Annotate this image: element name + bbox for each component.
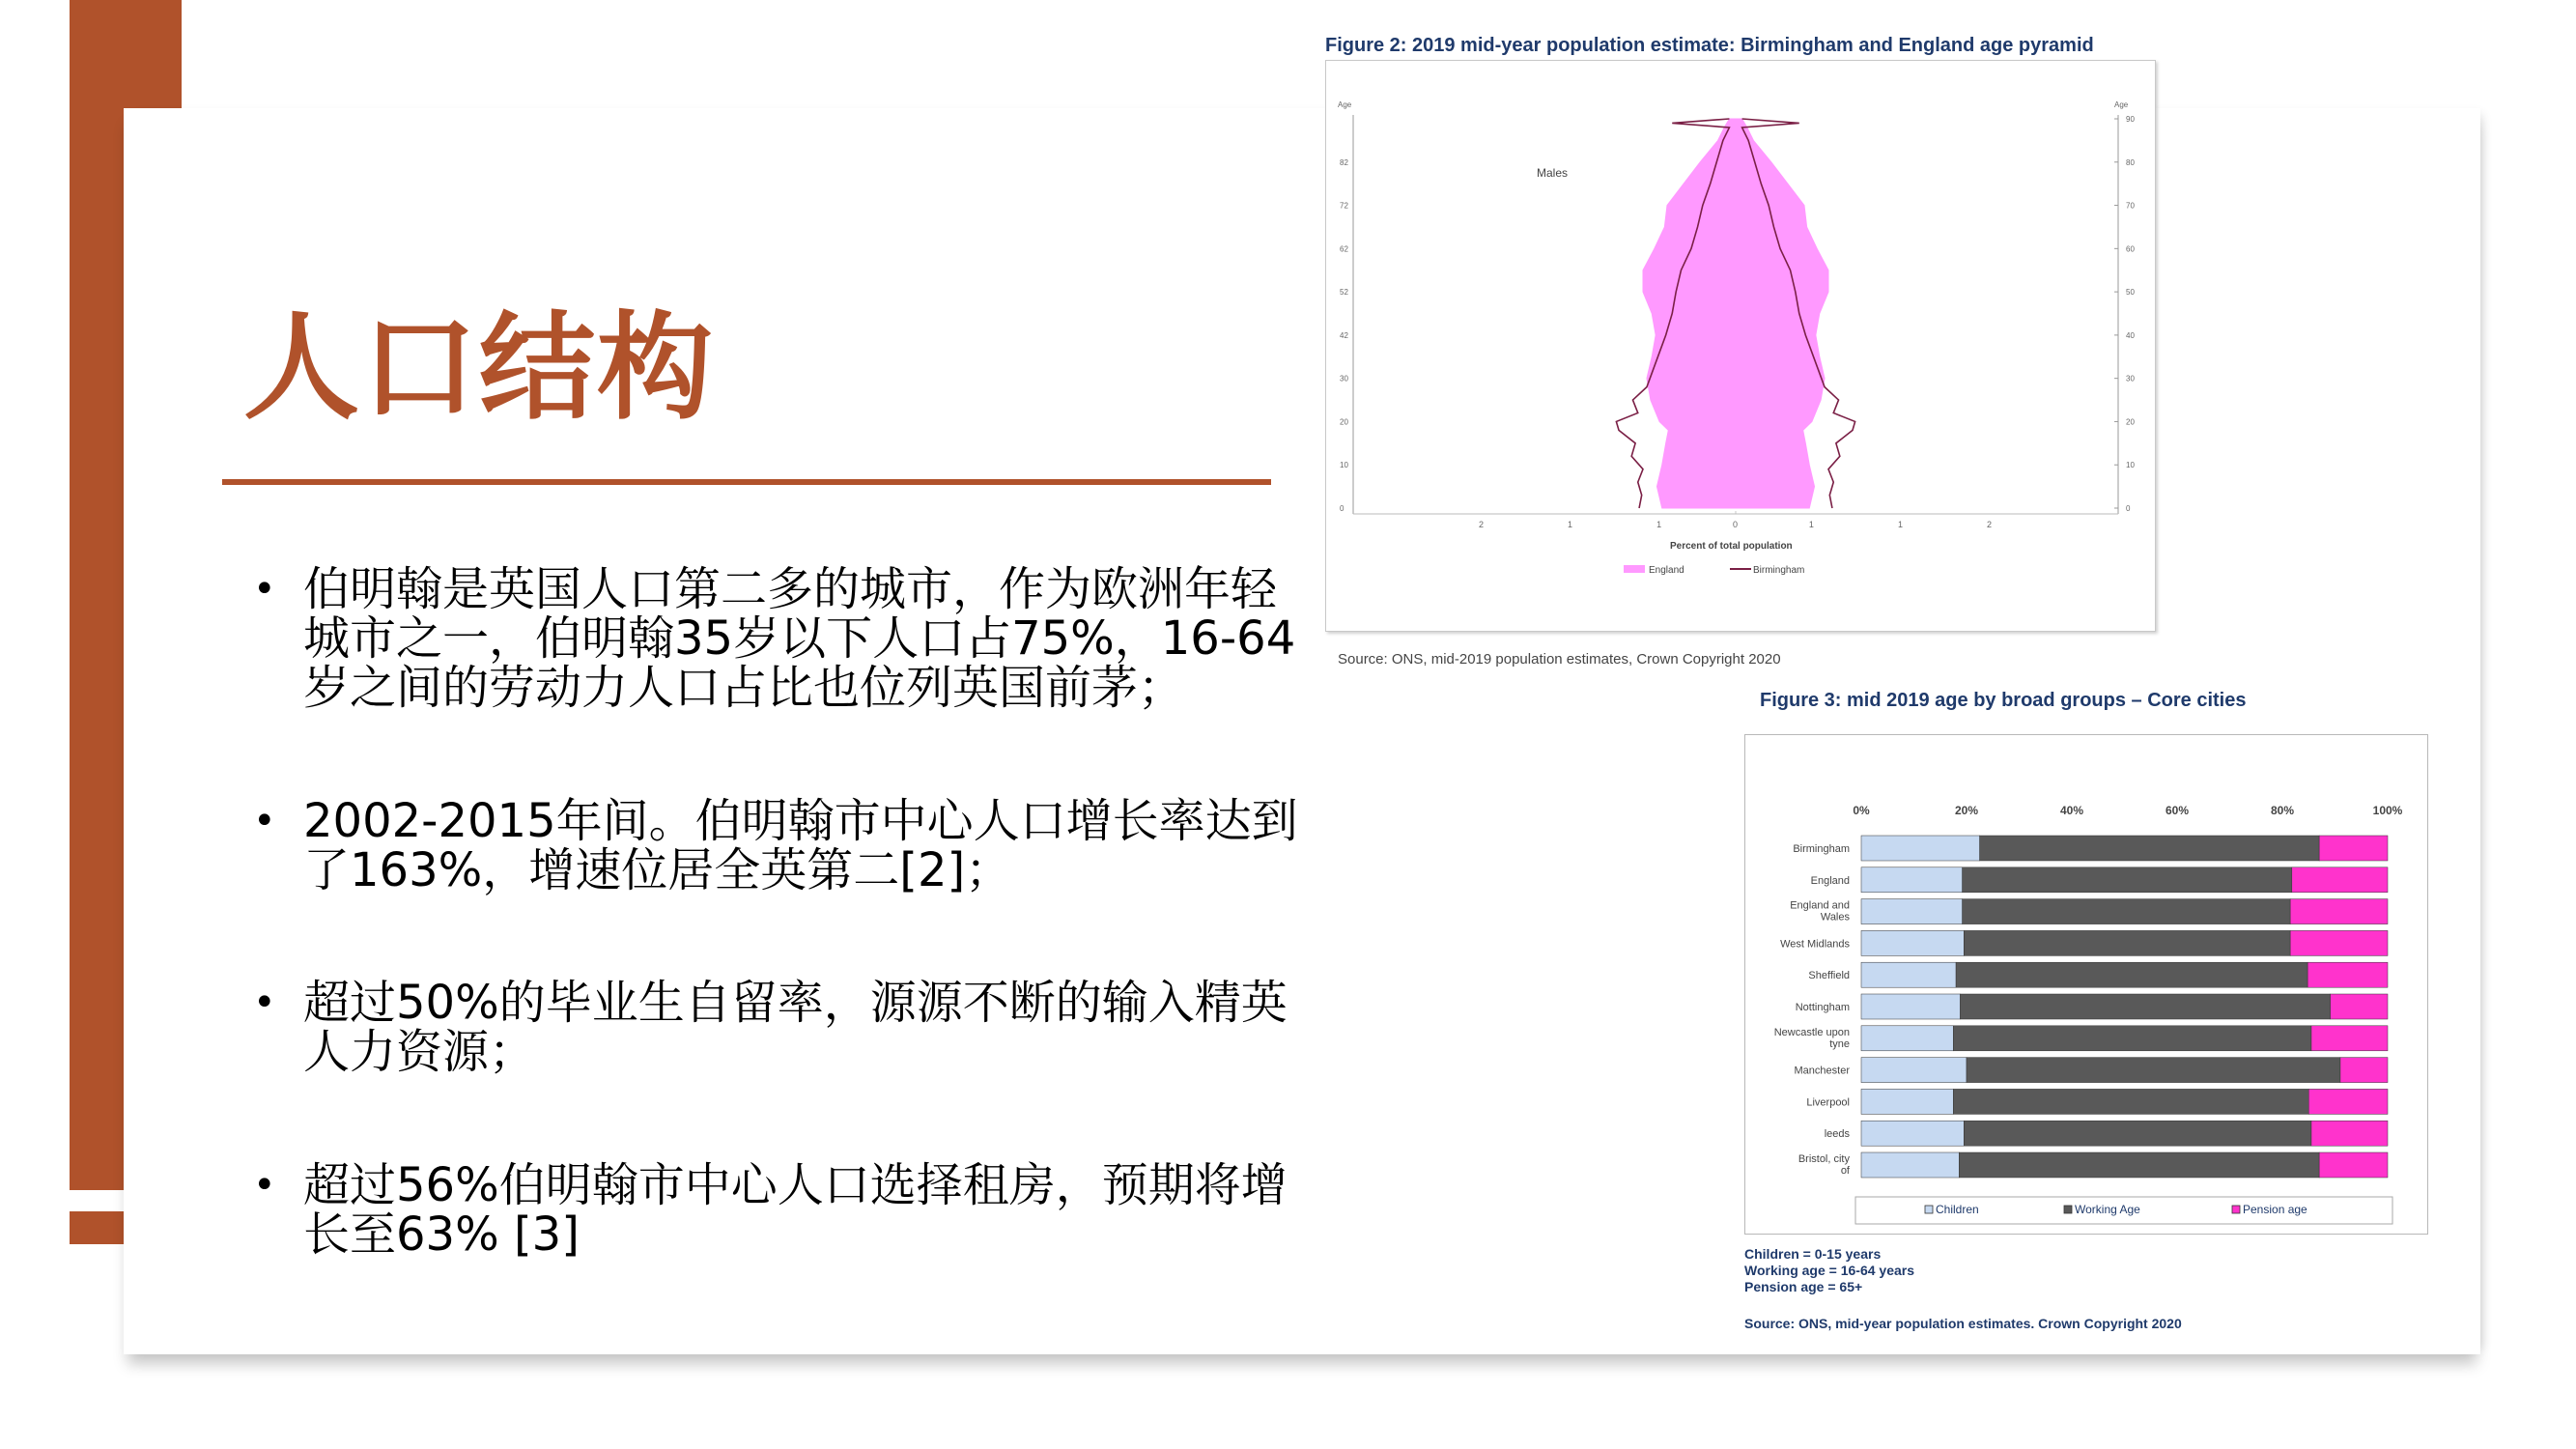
- x-tick-label: 1: [1808, 520, 1814, 529]
- legend-children-label: Children: [1936, 1203, 1979, 1216]
- bar-children: [1861, 1121, 1964, 1146]
- category-label: Liverpool: [1806, 1096, 1850, 1109]
- england-area: [1643, 119, 1828, 508]
- category-label: England: [1810, 874, 1850, 887]
- figure3-source: Source: ONS, mid-year population estimates. Crown Copyright 2020: [1744, 1316, 2182, 1331]
- bar-pension-age: [2331, 994, 2388, 1019]
- legend-label-birmingham: Birmingham: [1753, 565, 1805, 576]
- x-tick-label: 100%: [2372, 804, 2403, 817]
- bar-working-age: [1963, 899, 2291, 924]
- right-tick-label: 70: [2126, 201, 2135, 211]
- figure3-title: Figure 3: mid 2019 age by broad groups – Core cities: [1760, 690, 2247, 711]
- right-tick-label: 0: [2126, 504, 2131, 513]
- legend-children-swatch: [1925, 1206, 1933, 1213]
- left-tick-label: 62: [1340, 244, 1348, 254]
- bar-pension-age: [2311, 1026, 2388, 1051]
- bullet-item: • 2002-2015年间。伯明翰市中心人口增长率达到了163%，增速位居全英第二[2]；: [253, 797, 1308, 895]
- right-tick-label: 50: [2126, 288, 2135, 298]
- x-tick-label: 0%: [1853, 804, 1870, 817]
- bar-children: [1861, 1058, 1967, 1083]
- decorative-bar-bottom: [70, 1211, 124, 1244]
- left-tick-label: 10: [1340, 461, 1348, 470]
- bar-pension-age: [2290, 930, 2388, 955]
- category-label: of: [1840, 1165, 1850, 1177]
- legend-label-england: England: [1649, 565, 1684, 576]
- bar-pension-age: [2308, 1089, 2388, 1114]
- category-label: West Midlands: [1780, 938, 1850, 951]
- bar-working-age: [1967, 1058, 2340, 1083]
- title-underline: [222, 479, 1271, 485]
- right-tick-label: 80: [2126, 157, 2135, 167]
- left-tick-label: 82: [1340, 157, 1348, 167]
- right-tick-label: 30: [2126, 374, 2135, 384]
- england-area-polygon: [1643, 119, 1828, 508]
- age-groups-chart: [1744, 734, 2428, 1235]
- left-tick-label: 52: [1340, 288, 1348, 298]
- legend-working-age-label: Working Age: [2075, 1203, 2140, 1216]
- bar-children: [1861, 994, 1960, 1019]
- bar-pension-age: [2311, 1121, 2388, 1146]
- bar-children: [1861, 1026, 1953, 1051]
- bar-working-age: [1963, 867, 2292, 893]
- bar-children: [1861, 1089, 1953, 1114]
- bar-working-age: [1959, 1152, 2319, 1178]
- age-pyramid-svg: [1326, 61, 2155, 631]
- note-working-age: Working age = 16-64 years: [1744, 1263, 1914, 1278]
- category-label: Sheffield: [1808, 970, 1850, 982]
- right-tick-label: 40: [2126, 330, 2135, 340]
- left-tick-label: 72: [1340, 201, 1348, 211]
- bar-pension-age: [2319, 836, 2388, 861]
- bar-working-age: [1980, 836, 2320, 861]
- x-tick-label: 80%: [2270, 804, 2295, 817]
- category-label: Bristol, city: [1798, 1153, 1850, 1165]
- x-tick-label: 2: [1479, 520, 1485, 529]
- x-tick-label: 60%: [2165, 804, 2190, 817]
- category-label: Wales: [1820, 911, 1850, 923]
- left-tick-label: 30: [1340, 374, 1348, 384]
- bullet-item: • 伯明翰是英国人口第二多的城市，作为欧洲年轻城市之一，伯明翰35岁以下人口占75%，16-64岁之间的劳动力人口占比也位列英国前茅；: [253, 565, 1308, 713]
- x-tick-label: 0: [1733, 520, 1739, 529]
- bar-children: [1861, 899, 1963, 924]
- bar-working-age: [1964, 1121, 2311, 1146]
- figure2-source: Source: ONS, mid-2019 population estimates, Crown Copyright 2020: [1338, 651, 1781, 668]
- x-tick-label: 1: [1656, 520, 1662, 529]
- age-pyramid-chart: [1325, 60, 2156, 632]
- x-tick-label: 1: [1897, 520, 1903, 529]
- category-label: Newcastle upon: [1773, 1026, 1850, 1038]
- left-tick-label: 20: [1340, 417, 1348, 427]
- legend-pension-age-label: Pension age: [2243, 1203, 2307, 1216]
- note-pension-age: Pension age = 65+: [1744, 1279, 1863, 1294]
- bullet-item: • 超过50%的毕业生自留率，源源不断的输入精英人力资源；: [253, 979, 1308, 1077]
- decorative-bar-side: [70, 0, 124, 1190]
- right-tick-label: 20: [2126, 417, 2135, 427]
- category-label: Nottingham: [1795, 1002, 1850, 1013]
- right-tick-label: 60: [2126, 244, 2135, 254]
- x-tick-label: 20%: [1954, 804, 1979, 817]
- bar-children: [1861, 930, 1964, 955]
- bar-children: [1861, 836, 1980, 861]
- bar-working-age: [1953, 1089, 2308, 1114]
- bar-pension-age: [2319, 1152, 2388, 1178]
- category-label: England and: [1790, 899, 1850, 912]
- bar-working-age: [1956, 962, 2307, 987]
- category-label: tyne: [1829, 1037, 1850, 1050]
- bar-working-age: [1953, 1026, 2311, 1051]
- bar-pension-age: [2340, 1058, 2388, 1083]
- x-tick-label: 2: [1987, 520, 1993, 529]
- x-tick-label: 40%: [2059, 804, 2084, 817]
- males-label: Males: [1537, 166, 1569, 180]
- category-label: Manchester: [1794, 1065, 1850, 1077]
- x-tick-label: 1: [1568, 520, 1573, 529]
- x-axis-title: Percent of total population: [1670, 541, 1793, 552]
- category-label: Birmingham: [1793, 843, 1850, 855]
- legend-swatch-england: [1624, 565, 1645, 573]
- bar-working-age: [1964, 930, 2290, 955]
- left-tick-label: 0: [1340, 504, 1345, 513]
- note-children: Children = 0-15 years: [1744, 1246, 1882, 1262]
- bar-children: [1861, 867, 1963, 893]
- right-tick-label: 10: [2126, 461, 2135, 470]
- bar-children: [1861, 1152, 1959, 1178]
- legend-working-age-swatch: [2064, 1206, 2072, 1213]
- right-tick-label: 90: [2126, 115, 2135, 124]
- bar-pension-age: [2290, 899, 2388, 924]
- bar-pension-age: [2292, 867, 2388, 893]
- bar-working-age: [1960, 994, 2330, 1019]
- legend-pension-age-swatch: [2232, 1206, 2240, 1213]
- left-axis-title: Age: [1338, 100, 1352, 109]
- category-label: leeds: [1824, 1128, 1850, 1141]
- slide-title: 人口结构: [243, 301, 715, 436]
- left-tick-label: 42: [1340, 330, 1348, 340]
- bar-pension-age: [2307, 962, 2388, 987]
- right-axis-title: Age: [2114, 100, 2129, 109]
- figure3-notes: [1744, 1246, 1914, 1295]
- figure2-title: Figure 2: 2019 mid-year population estimate: Birmingham and England age pyramid: [1325, 35, 2094, 56]
- age-groups-svg: [1745, 735, 2427, 1234]
- bar-children: [1861, 962, 1956, 987]
- bullet-item: • 超过56%伯明翰市中心人口选择租房，预期将增长至63% [3]: [253, 1161, 1308, 1260]
